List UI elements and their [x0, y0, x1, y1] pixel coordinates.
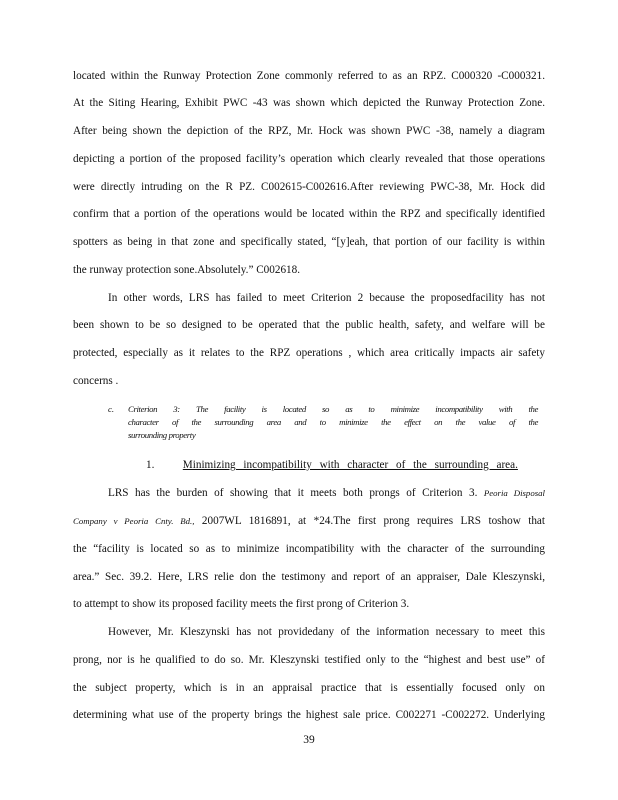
- body-line: depicting a portion of the proposed facility’s operation which clearly revealed that those operations: [73, 153, 545, 165]
- body-line: [73, 514, 545, 528]
- body-line: located within the Runway Protection Zone commonly referred to as an RPZ. C000320 -C000321.: [73, 70, 545, 82]
- case-citation: Peoria Disposal: [483, 488, 545, 498]
- body-line: protected, especially as it relates to the RPZ operations , which area critically impacts air safety: [73, 347, 545, 359]
- body-line: area.” Sec. 39.2. Here, LRS relie don the testimony and report of an appraiser, Dale Kleszynski,: [73, 571, 545, 583]
- subheading-1: [146, 458, 518, 472]
- body-line: been shown to be so designed to be operated that the public health, safety, and welfare will be: [73, 319, 545, 331]
- body-line: prong, nor is he qualified to do so. Mr. Kleszynski testified only to the “highest and best use” of: [73, 654, 545, 666]
- body-line: concerns .: [73, 375, 119, 387]
- body-text: 2007WL 1816891, at *24.The first prong requires LRS toshow that: [201, 515, 546, 527]
- body-line: the subject property, which is in an appraisal practice that is essentially focused only on: [73, 682, 545, 694]
- body-line: spotters as being in that zone and specifically stated, “[y]eah, that portion of our facility is within: [73, 236, 545, 248]
- body-line: In other words, LRS has failed to meet Criterion 2 because the proposedfacility has not: [108, 292, 545, 304]
- body-text: LRS has the burden of showing that it meets both prongs of Criterion 3.: [108, 487, 478, 499]
- body-line: the “facility is located so as to minimize incompatibility with the character of the surrounding: [73, 543, 545, 555]
- subheading-title: Minimizing incompatibility with character of the surrounding area.: [182, 459, 518, 471]
- heading-line: character of the surrounding area and to minimize the effect on the value of the: [128, 417, 538, 427]
- heading-line: Criterion 3: The facility is located so as to minimize incompatibility with the: [128, 404, 538, 414]
- body-line: determining what use of the property brings the highest sale price. C002271 -C002272. Underlying: [73, 709, 545, 721]
- body-line: [108, 486, 545, 500]
- body-line: At the Siting Hearing, Exhibit PWC -43 was shown which depicted the Runway Protection Zone.: [73, 97, 545, 109]
- body-line: confirm that a portion of the operations would be located within the RPZ and specifically identified: [73, 208, 545, 220]
- case-citation: Company v Peoria Cnty. Bd.,: [73, 516, 195, 526]
- body-line: After being shown the depiction of the RPZ, Mr. Hock was shown PWC -38, namely a diagram: [73, 125, 545, 137]
- subheading-number: 1.: [146, 459, 155, 471]
- body-line: the runway protection sone.Absolutely.” C002618.: [73, 264, 301, 276]
- heading-line: surrounding property: [128, 430, 196, 440]
- heading-letter: c.: [108, 404, 115, 414]
- body-line: were directly intruding on the R PZ. C002615-C002616.After reviewing PWC-38, Mr. Hock did: [73, 181, 545, 193]
- body-line: to attempt to show its proposed facility meets the first prong of Criterion 3.: [73, 598, 410, 610]
- page-number: 39: [303, 734, 315, 746]
- body-line: However, Mr. Kleszynski has not providedany of the information necessary to meet this: [108, 626, 545, 638]
